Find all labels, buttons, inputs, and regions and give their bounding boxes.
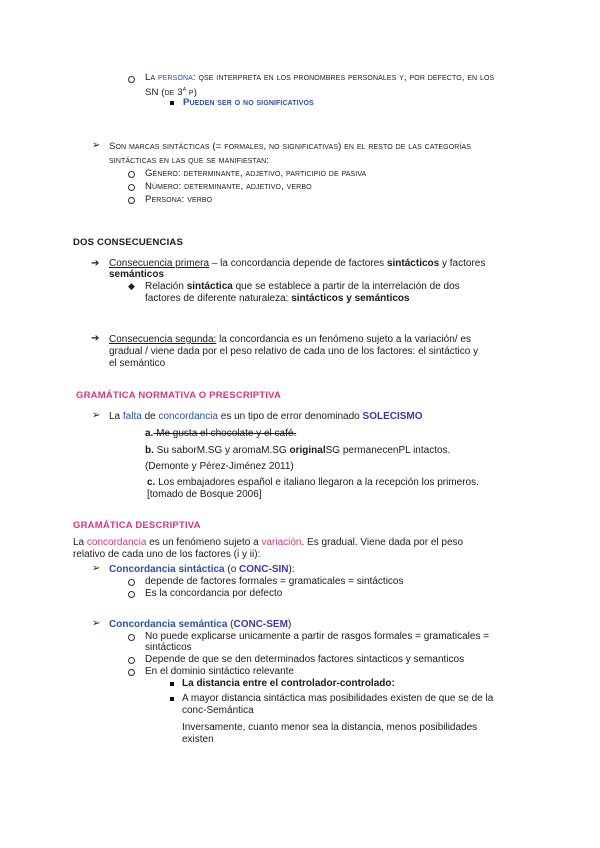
triangle-arrow-bullet-icon: ➢ xyxy=(92,563,101,574)
citation-demonte: (Demonte y Pérez-Jiménez 2011) xyxy=(145,461,294,472)
marcas-line-1: Son marcas sintácticas (= formales, no significativas) en el resto de las categorías xyxy=(109,141,471,152)
example-a-label: a. xyxy=(145,428,154,439)
p-c: es un fenómeno sujeto a xyxy=(146,537,262,548)
consecuencia-segunda-line-2: gradual / viene dada por el peso relativo de cada uno de los factores: el sintáctico y xyxy=(109,346,479,357)
marcas-line-2: sintácticas en las que se manifiestan: xyxy=(109,155,270,166)
conc-sem-item-2: Depende de que se den determinados factores sintacticos y semanticos xyxy=(145,654,465,665)
p-e: . Es gradual. Viene dada por el peso xyxy=(301,537,464,548)
mayor-distancia-line-2: conc-Semántica xyxy=(182,705,254,716)
concordancia-term: concordancia xyxy=(158,411,218,422)
triangle-arrow-bullet-icon: ➢ xyxy=(92,140,101,151)
conc-sem-heading xyxy=(109,619,291,631)
conc-sem-label: Concordancia semántica xyxy=(109,619,228,630)
persona-line2-text: SN (de 3 xyxy=(145,87,183,99)
distancia-heading: La distancia entre el controlador-controlado: xyxy=(182,678,395,689)
persona-term: persona xyxy=(157,72,193,83)
arrow-bullet-icon: ➔ xyxy=(91,258,100,269)
consecuencia-segunda-line-1 xyxy=(109,334,471,346)
citation-bosque: [tomado de Bosque 2006] xyxy=(147,489,262,500)
rel-line2a: factores de diferente naturaleza: xyxy=(145,293,292,304)
list-item-genero: Género: determinante, adjetivo, participio de pasiva xyxy=(145,168,367,179)
c2-text1: la concordancia es un fenómeno sujeto a la variación/ es xyxy=(216,334,471,345)
section-title-dos-consecuencias: DOS CONSECUENCIAS xyxy=(73,237,184,248)
example-c-text: Los embajadores español e italiano llegaron a la recepción los primeros. xyxy=(155,477,479,488)
ordinal-sup: a xyxy=(182,86,187,93)
inversamente-line-1: Inversamente, cuanto menor sea la distancia, menos posibilidades xyxy=(182,722,478,733)
sin-d: ): xyxy=(288,564,295,575)
conc-sin-item-1: depende de factores formales = gramaticales = sintácticos xyxy=(145,576,404,587)
list-item-persona: Persona: verbo xyxy=(145,194,213,205)
example-b-label: b. xyxy=(145,445,154,456)
circle-bullet-icon xyxy=(128,669,135,676)
descriptiva-paragraph-line-2: relativo de cada uno de los factores (i y ii): xyxy=(73,549,261,560)
diamond-bullet-icon: ◆ xyxy=(128,281,135,291)
pueden-note: Pueden ser o no significativos xyxy=(183,97,314,108)
inversamente-line-2: existen xyxy=(182,734,214,745)
circle-bullet-icon xyxy=(128,171,135,178)
circle-bullet-icon xyxy=(128,197,135,204)
p-a: La xyxy=(73,537,87,548)
descriptiva-paragraph-line-1 xyxy=(73,537,527,549)
rel-line2b: sintácticos y semánticos xyxy=(291,293,410,304)
consecuencia-segunda-label: Consecuencia segunda: xyxy=(109,334,217,345)
consecuencia-primera-line-1 xyxy=(109,258,485,270)
c1-text-2: y factores xyxy=(439,258,486,269)
conc-sin-label: Concordancia sintáctica xyxy=(109,564,225,575)
relacion-line-1 xyxy=(145,281,460,293)
conc-sem-abbr: CONC-SEM xyxy=(233,619,288,630)
circle-bullet-icon xyxy=(128,76,135,83)
conc-sem-item-3: En el dominio sintáctico relevante xyxy=(145,666,294,677)
square-bullet-icon xyxy=(170,101,174,105)
conc-sem-item-1-line-1: No puede explicarse unicamente a partir de rasgos formales = gramaticales = xyxy=(145,631,490,642)
conc-sin-item-2: Es la concordancia por defecto xyxy=(145,588,283,599)
persona-prefix: La xyxy=(145,72,158,83)
section-title-descriptiva: GRAMÁTICA DESCRIPTIVA xyxy=(73,520,201,531)
example-b-2: original xyxy=(289,445,326,456)
triangle-arrow-bullet-icon: ➢ xyxy=(92,618,101,629)
persona-line2-end: p) xyxy=(186,87,197,99)
concordancia-term: concordancia xyxy=(86,537,147,548)
falta-term: falta xyxy=(122,411,142,422)
sem-b: ( xyxy=(227,619,234,630)
circle-bullet-icon xyxy=(128,579,135,586)
example-b-1: Su saborM.SG y aromaM.SG xyxy=(153,445,290,456)
circle-bullet-icon xyxy=(128,657,135,664)
triangle-arrow-bullet-icon: ➢ xyxy=(92,410,101,421)
rel-c: que se establece a partir de la interrelación de dos xyxy=(232,281,460,292)
sem-d: ) xyxy=(287,619,292,630)
example-b xyxy=(145,445,450,457)
rel-a: Relación xyxy=(145,281,187,292)
persona-definition: : qse interpreta en los pronombres personales y, por defecto, en los xyxy=(192,72,495,83)
falta-a: La xyxy=(109,411,123,422)
example-b-3: SG permanecenPL intactos. xyxy=(325,445,451,456)
solecismo-term: SOLECISMO xyxy=(362,411,423,422)
consecuencia-primera-line-2: semánticos xyxy=(109,269,165,280)
variacion-term: variación xyxy=(261,537,302,548)
list-item-numero: Número: determinante, adjetivo, verbo xyxy=(145,181,312,192)
example-a xyxy=(145,428,296,440)
falta-c: de xyxy=(141,411,159,422)
square-bullet-icon xyxy=(170,697,174,701)
circle-bullet-icon xyxy=(128,184,135,191)
conc-sin-heading xyxy=(109,564,295,576)
example-c xyxy=(147,477,479,489)
relacion-line-2 xyxy=(145,293,410,305)
mayor-distancia-line-1: A mayor distancia sintáctica mas posibilidades existen de que se de la xyxy=(182,693,494,704)
consecuencia-primera-label: Consecuencia primera xyxy=(109,258,210,269)
arrow-bullet-icon: ➔ xyxy=(91,333,100,344)
persona-line-1 xyxy=(145,72,494,84)
solecismo-line xyxy=(109,411,423,423)
falta-e: es un tipo de error denominado xyxy=(217,411,363,422)
c1-bold-sintacticos: sintácticos xyxy=(386,258,440,269)
sin-b: (o xyxy=(224,564,240,575)
c1-text: – la concordancia depende de factores xyxy=(209,258,387,269)
consecuencia-segunda-line-3: el semántico xyxy=(109,358,166,369)
square-bullet-icon xyxy=(170,682,174,686)
example-a-text: Me gusta el chocolate y el café. xyxy=(153,428,297,439)
rel-b: sintáctica xyxy=(186,281,233,292)
example-c-label: c. xyxy=(147,477,156,488)
conc-sin-abbr: CONC-SIN xyxy=(239,564,289,575)
circle-bullet-icon xyxy=(128,634,135,641)
conc-sem-item-1-line-2: sintácticos xyxy=(145,642,192,653)
section-title-normativa: GRAMÁTICA NORMATIVA O PRESCRIPTIVA xyxy=(76,390,282,401)
circle-bullet-icon xyxy=(128,591,135,598)
